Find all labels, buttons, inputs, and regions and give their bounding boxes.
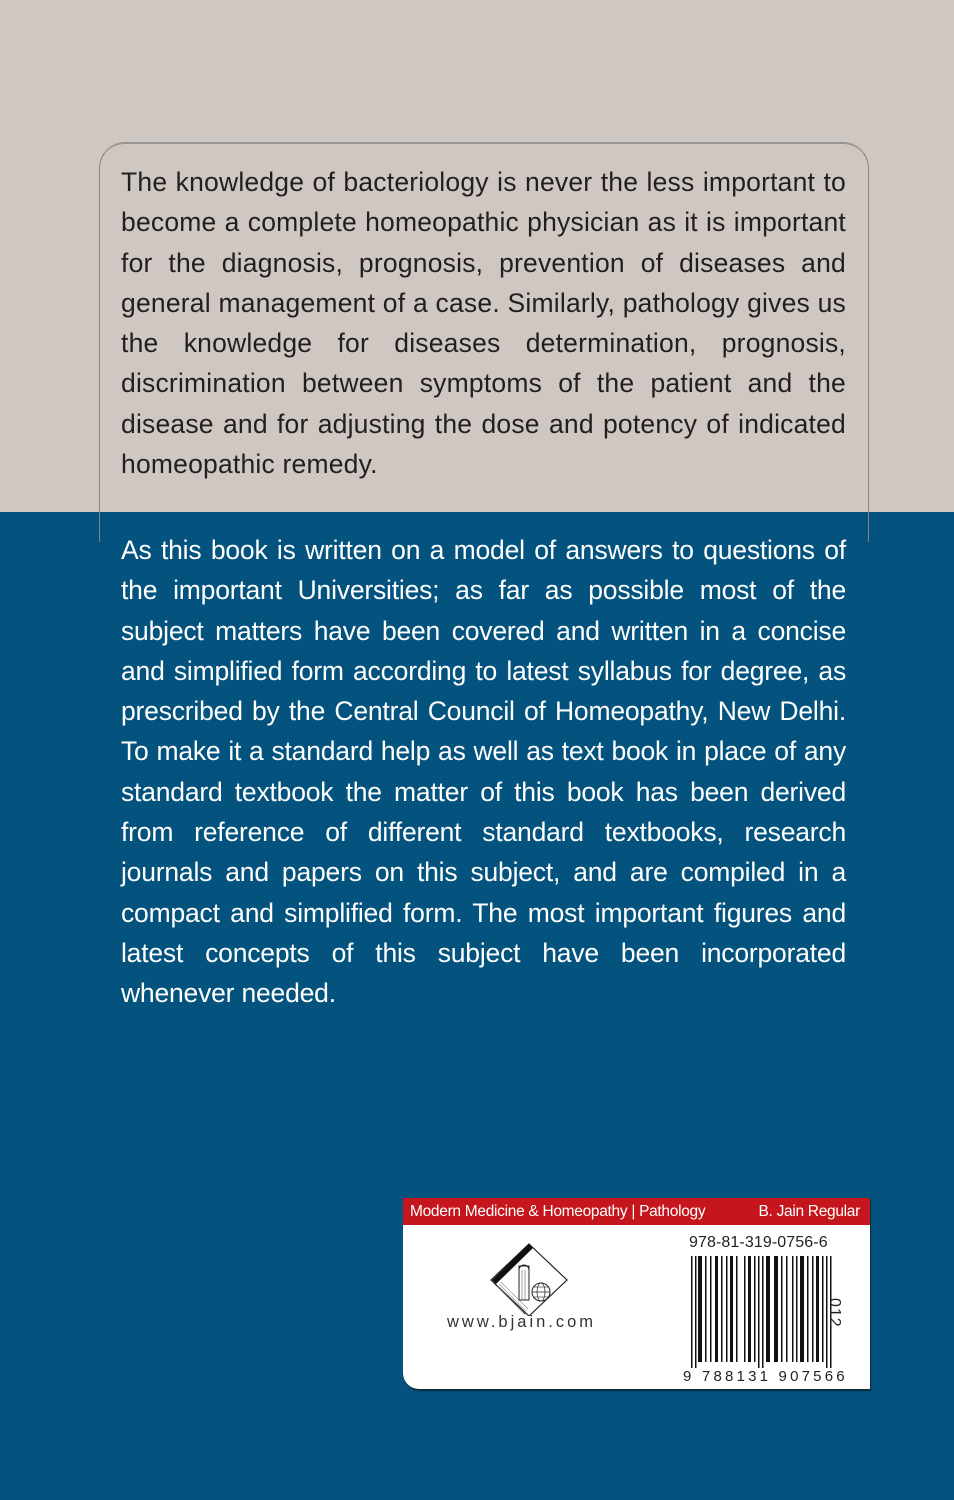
category-text: Modern Medicine & Homeopathy | Pathology [410,1202,706,1220]
series-text: B. Jain Regular [758,1202,860,1220]
isbn-hyphenated: 978-81-319-0756-6 [689,1234,828,1251]
blurb-paragraph-top: The knowledge of bacteriology is never the less important to become a complete homeopathic physician as it is important for the diagnosis, prognosis, prevention of diseases and general management of a case. Similarly, pathology gives us the knowledge for diseases determination, prognosis, discrimination between symptoms of the patient and the disease and for adjusting the dose and potency of indicated homeopathic remedy. [121,167,846,480]
website-link[interactable]: www.bjain.com [447,1313,597,1331]
bjain-logo-icon [489,1242,569,1316]
blurb-paragraph-bottom: As this book is written on a model of answers to questions of the important Universities; as far as possible most of the subject matters have been covered and written in a concise and simplified form according to latest syllabus for degree, as prescribed by the Central Council of Homeopathy, New Delhi. To make it a standard help as well as text book in place of any standard textbook the matter of this book has been derived from reference of different standard textbooks, research journals and papers on this subject, and are compiled in a compact and simplified form. The most important figures and latest concepts of this subject have been incorporated whenever needed. [121,535,846,1009]
publisher-label-card [403,1198,870,1389]
price-code: 012 [826,1298,843,1328]
isbn-digits: 9 788131 907566 [683,1368,848,1385]
category-bar [403,1198,870,1225]
barcode-icon [688,1256,838,1370]
